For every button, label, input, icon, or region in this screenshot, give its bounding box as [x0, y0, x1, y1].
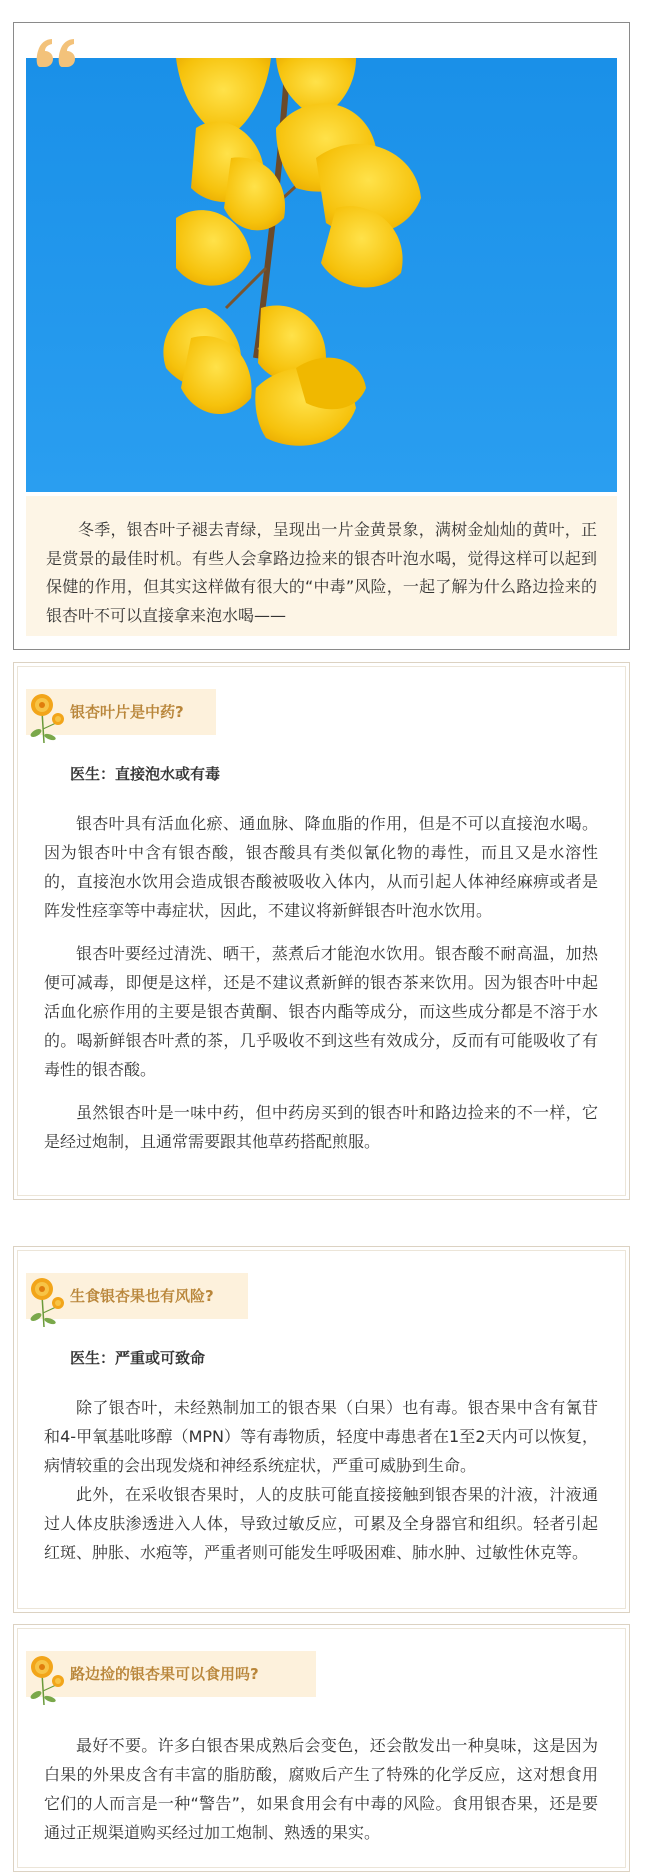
intro-card	[13, 22, 630, 650]
section-body	[44, 1393, 598, 1567]
section-header	[26, 1651, 316, 1697]
chrysanthemum-icon	[28, 1651, 70, 1707]
section-ginkgo-leaf	[13, 662, 630, 1200]
paragraph: 除了银杏叶，未经熟制加工的银杏果（白果）也有毒。银杏果中含有氰苷和4-甲氧基吡哆醇（MPN）等有毒物质，轻度中毒患者在1至2天内可以恢复，病情较重的会出现发烧和神经系统症状，严重可威胁到生命。	[44, 1398, 598, 1475]
doctor-subheading: 医生：严重或可致命	[70, 1349, 206, 1367]
section-body	[44, 809, 598, 1170]
paragraph: 最好不要。许多白银杏果成熟后会变色，还会散发出一种臭味，这是因为白果的外果皮含有丰富的脂肪酸，腐败后产生了特殊的化学反应，这对想食用它们的人而言是一种“警告”，如果食用会有中毒的风险。食用银杏果，还是要通过正规渠道购买经过加工炮制、熟透的果实。	[44, 1736, 598, 1842]
section-title: 生食银杏果也有风险?	[70, 1287, 214, 1305]
section-header	[26, 1273, 248, 1319]
intro-paragraph: 冬季，银杏叶子褪去青绿，呈现出一片金黄景象，满树金灿灿的黄叶，正是赏景的最佳时机。有些人会拿路边捡来的银杏叶泡水喝，觉得这样可以起到保健的作用，但其实这样做有很大的“中毒”风险，一起了解为什么路边捡来的银杏叶不可以直接拿来泡水喝——	[46, 520, 597, 625]
chrysanthemum-icon	[28, 1273, 70, 1329]
section-ginkgo-fruit-risk	[13, 1246, 630, 1613]
hero-image-ginkgo	[26, 58, 617, 492]
doctor-subheading: 医生：直接泡水或有毒	[70, 765, 221, 783]
section-roadside-fruit	[13, 1624, 630, 1872]
chrysanthemum-icon	[28, 689, 70, 745]
paragraph: 银杏叶要经过清洗、晒干，蒸煮后才能泡水饮用。银杏酸不耐高温，加热便可减毒，即便是这样，还是不建议煮新鲜的银杏茶来饮用。因为银杏叶中起活血化瘀作用的主要是银杏黄酮、银杏内酯等成分，而这些成分都是不溶于水的。喝新鲜银杏叶煮的茶，几乎吸收不到这些有效成分，反而有可能吸收了有毒性的银杏酸。	[44, 944, 598, 1079]
paragraph: 虽然银杏叶是一味中药，但中药房买到的银杏叶和路边捡来的不一样，它是经过炮制，且通常需要跟其他草药搭配煎服。	[44, 1103, 598, 1151]
section-title: 路边捡的银杏果可以食用吗?	[70, 1665, 259, 1683]
paragraph: 银杏叶具有活血化瘀、通血脉、降血脂的作用，但是不可以直接泡水喝。因为银杏叶中含有银杏酸，银杏酸具有类似氰化物的毒性，而且又是水溶性的，直接泡水饮用会造成银杏酸被吸收入体内，从而引起人体神经麻痹或者是阵发性痉挛等中毒症状，因此，不建议将新鲜银杏叶泡水饮用。	[44, 814, 598, 920]
section-header	[26, 689, 216, 735]
intro-paragraph-box	[26, 496, 617, 636]
section-title: 银杏叶片是中药?	[70, 703, 184, 721]
section-body	[44, 1731, 598, 1847]
paragraph: 此外，在采收银杏果时，人的皮肤可能直接接触到银杏果的汁液，汁液通过人体皮肤渗透进入人体，导致过敏反应，可累及全身器官和组织。轻者引起红斑、肿胀、水疱等，严重者则可能发生呼吸困难、肺水肿、过敏性休克等。	[44, 1485, 598, 1562]
quote-mark-icon	[36, 37, 80, 69]
